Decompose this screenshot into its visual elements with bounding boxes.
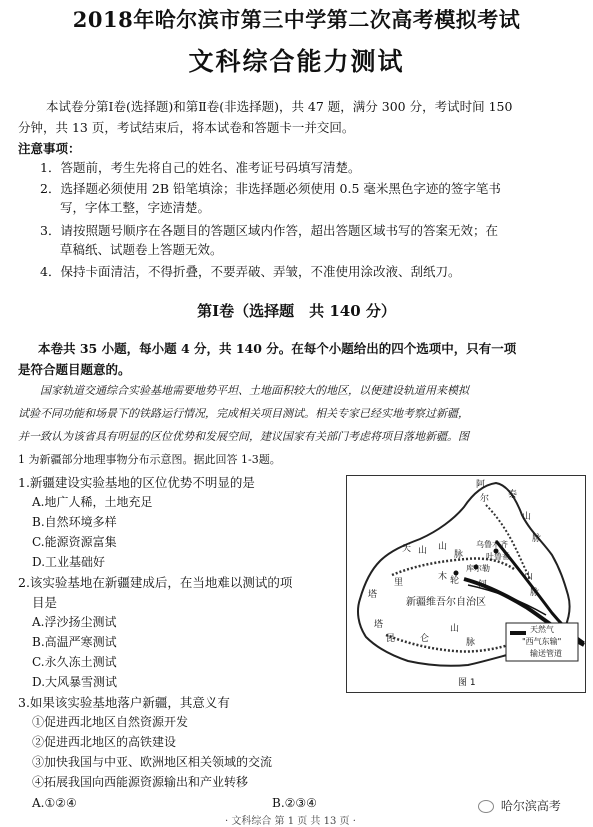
notice-item-1	[40, 158, 560, 177]
notice-item-3-line2: 草稿纸、试题卷上答题无效。	[60, 242, 223, 257]
page-footer: · 文科综合 第 1 页 共 13 页 ·	[225, 816, 356, 827]
exam-subtitle: 文科综合能力测试	[188, 47, 405, 76]
exam-title: 2018年哈尔滨市第三中学第二次高考模拟考试	[72, 7, 521, 32]
label-kunlun-4: 脉	[466, 638, 476, 648]
notice-item-4	[40, 262, 560, 281]
label-tianshan-3: 山	[438, 542, 448, 552]
label-tianshan-2: 山	[418, 546, 428, 556]
q1-option-b[interactable]: B.自然环境多样	[32, 515, 117, 529]
section-title: 第Ⅰ卷（选择题 共 140 分）	[197, 302, 396, 320]
q3-statement-1: ①促进西北地区自然资源开发	[32, 715, 189, 729]
q3-option-b[interactable]: B.②③④	[272, 796, 317, 810]
label-kunlun-1: 昆	[386, 634, 396, 644]
passage-line-4: 1 为新疆部分地理事物分布示意图。据此回答 1-3题。	[18, 453, 281, 466]
xinjiang-map-figure	[346, 475, 586, 693]
passage-line-3: 并一致认为该省具有明显的区位优势和发展空间，建议国家有关部门考虑将项目落地新疆。图	[18, 430, 469, 443]
label-mountain-right: 山	[524, 572, 534, 582]
q3-statement-4: ④拓展我国向西能源资源输出和产业转移	[32, 775, 249, 789]
label-region: 新疆维吾尔自治区	[406, 597, 486, 608]
wechat-icon	[478, 800, 494, 813]
q2-option-d[interactable]: D.大风暴雪测试	[32, 675, 118, 689]
section-desc-2: 是符合题目题意的。	[18, 362, 131, 377]
q1-option-c[interactable]: C.能源资源富集	[32, 535, 117, 549]
legend-line-2: "西气东输"	[522, 637, 562, 646]
label-lun: 轮	[450, 576, 460, 586]
notice-item-3	[40, 221, 560, 259]
q2-option-b[interactable]: B.高温严寒测试	[32, 635, 117, 649]
label-altai-3: 泰	[508, 490, 518, 500]
notice-item-1-line: 1．答题前，考生先将自己的姓名、准考证号码填写清楚。	[40, 160, 361, 175]
label-kunlun-3: 山	[450, 624, 460, 634]
passage-line-1: 国家轨道交通综合实验基地需要地势平坦、土地面积较大的地区，以便建设轨道用来模拟	[40, 384, 469, 397]
legend-line-3: 输送管道	[530, 649, 562, 658]
label-altai-1: 阿	[476, 480, 486, 490]
q3-option-a[interactable]: A.①②④	[32, 796, 77, 810]
label-korla: 库尔勒	[466, 564, 490, 573]
q3-statement-2: ②促进西北地区的高铁建设	[32, 735, 177, 749]
watermark	[478, 797, 561, 814]
label-altai-2: 尔	[480, 494, 490, 504]
label-mai-right: 脉	[530, 588, 540, 598]
label-ta-2: 塔	[374, 620, 384, 630]
watermark-text: 哈尔滨高考	[500, 799, 561, 813]
map-caption: 图 1	[458, 678, 476, 688]
q2-option-c[interactable]: C.永久冻土测试	[32, 655, 117, 669]
label-jian: 间	[478, 580, 488, 590]
q1-option-a[interactable]: A.地广人稀，土地充足	[32, 495, 153, 509]
notice-item-4-line: 4．保持卡面清洁，不得折叠，不要弄破、弄皱，不准使用涂改液、刮纸刀。	[40, 264, 461, 279]
xinjiang-map-svg	[346, 475, 586, 693]
luntai-dot	[454, 571, 459, 576]
label-altai-4: 山	[522, 512, 532, 522]
passage-line-2: 试验不同功能和场景下的铁路运行情况，完成相关项目测试。相关专家已经实地考察过新疆，	[18, 407, 469, 420]
label-mu: 木	[438, 572, 448, 582]
question-1-stem: 1.新疆建设实验基地的区位优势不明显的是	[18, 475, 255, 490]
label-turpan: 吐鲁番	[486, 552, 510, 561]
notice-item-2-line1: 2．选择题必须使用 2B 铅笔填涂；非选择题必须使用 0.5 毫米黑色字迹的签字笔书	[40, 181, 501, 196]
notice-item-2-line2: 写，字体工整，字迹清楚。	[60, 200, 211, 215]
question-2-stem-cont: 目是	[32, 595, 58, 610]
intro-line-2: 分钟，共 13 页，考试结束后，将本试卷和答题卡一并交回。	[18, 120, 355, 135]
q3-statement-3: ③加快我国与中亚、欧洲地区相关领域的交流	[32, 755, 273, 769]
legend-line-1: 天然气	[530, 625, 554, 634]
q2-option-a[interactable]: A.浮沙扬尘测试	[32, 615, 117, 629]
label-kunlun-2: 仑	[420, 634, 430, 644]
label-ta: 塔	[368, 590, 378, 600]
question-2-stem: 2.该实验基地在新疆建成后，在当地难以测试的项	[18, 575, 293, 590]
intro-line-1: 本试卷分第Ⅰ卷(选择题)和第Ⅱ卷(非选择题)，共 47 题，满分 300 分，考试时间 150	[46, 99, 513, 114]
label-urumqi: 乌鲁木齐	[476, 540, 508, 549]
label-tianshan-4: 脉	[454, 550, 464, 560]
question-3-stem: 3.如果该实验基地落户新疆，其意义有	[18, 695, 230, 710]
q1-option-d[interactable]: D.工业基础好	[32, 555, 106, 569]
label-tianshan-1: 天	[402, 544, 412, 554]
notice-heading: 注意事项：	[18, 141, 81, 156]
section-desc-1: 本卷共 35 小题，每小题 4 分，共 140 分。在每个小题给出的四个选项中，只有一项	[38, 341, 517, 356]
label-li: 里	[394, 578, 404, 588]
label-altai-mai: 脉	[532, 534, 542, 544]
notice-item-2	[40, 179, 560, 217]
notice-item-3-line1: 3．请按照题号顺序在各题目的答题区域内作答，超出答题区域书写的答案无效；在	[40, 223, 498, 238]
